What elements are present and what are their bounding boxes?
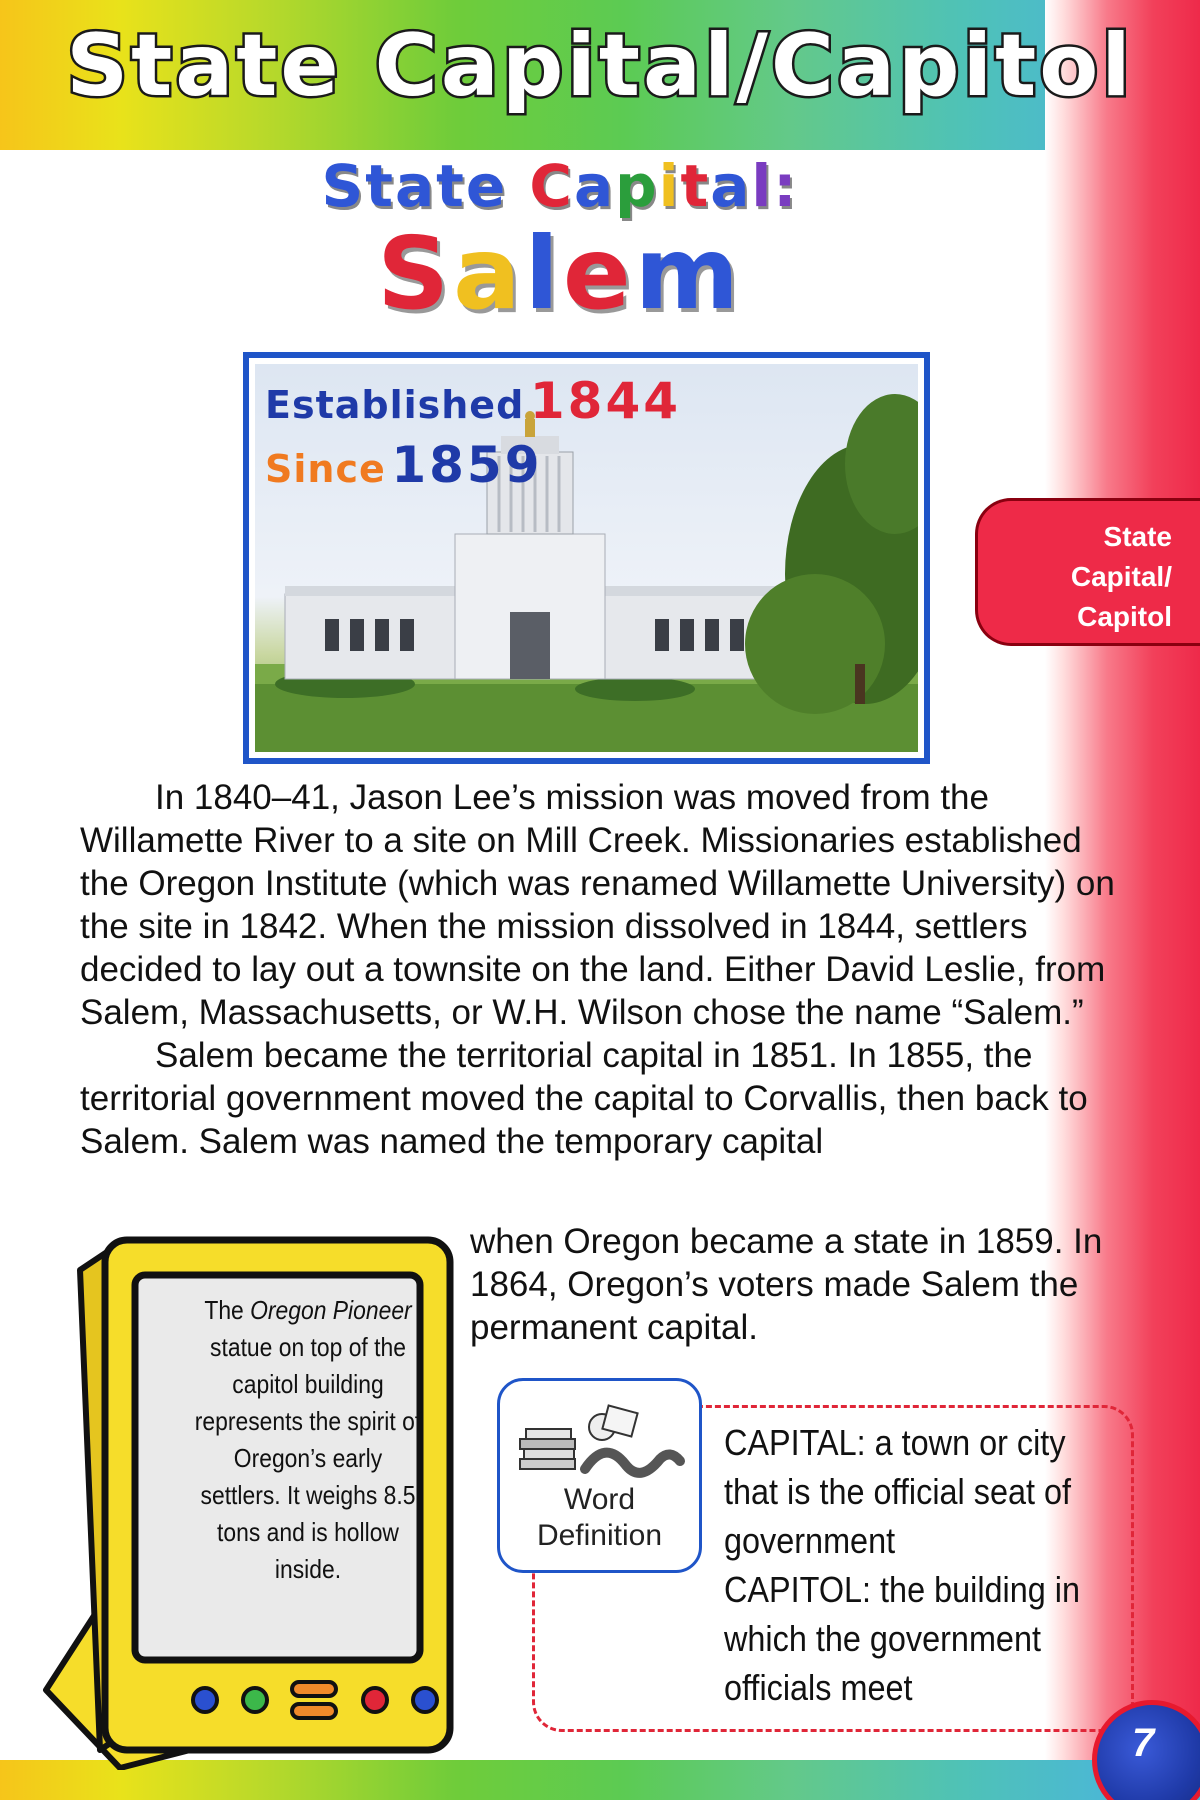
city-letter: S [377,215,454,332]
section-tab-line: Capitol [1077,601,1172,632]
state-capital-heading [0,152,1120,220]
since-year: 1859 [391,436,543,494]
fact-text [194,1292,423,1588]
city-name [0,215,1120,332]
since-label: Since [265,447,386,491]
page-title: State Capital/Capitol [66,16,1134,116]
capitol-photo [255,364,918,752]
city-letter: m [634,215,743,332]
word-label-line: Word [563,1483,636,1516]
word-definition-label [500,1482,699,1554]
page-number: 7 [1132,1721,1155,1765]
established-year: 1844 [529,372,682,430]
section-tab-line: State [1103,521,1172,552]
word-definition-badge [497,1378,702,1573]
bookworm-icon [510,1399,690,1489]
capitol-definition: CAPITOL: the building in which the government officials meet [724,1569,1081,1708]
body-paragraph: Salem became the territorial capital in 1851. In 1855, the territorial government moved the capital to Corvallis, then back to Salem. Salem was named the temporary capital [80,1036,1088,1161]
fact-italic: Oregon Pioneer [250,1295,412,1325]
established-label: Established [265,383,525,427]
word-label-line: Definition [536,1519,663,1552]
subtitle-part: p [615,152,659,220]
body-paragraph: In 1840–41, Jason Lee’s mission was moved from the Willamette River to a site on Mill Creek. Missionaries established the Oregon Institute (which was renamed Willamette University) on the site in 1842. When the mission dissolved in 1844, settlers decided to lay out a townsite on the land. Either David Leslie, from Salem, Massachusetts, or W.H. Wilson chose the name “Salem.” [80,778,1115,1032]
subtitle-part: i [658,152,681,220]
fact-text-after: statue on top of the capitol building represents the spirit of Oregon’s early settlers. It weighs 8.5 tons and is hollow inside. [194,1332,422,1584]
body-text-continued: when Oregon became a state in 1859. In 1864, Oregon’s voters made Salem the permanent capital. [470,1222,1103,1347]
subtitle-part: a [573,152,616,220]
since-line [265,436,543,494]
established-line [265,372,681,430]
definition-text [724,1418,1102,1712]
capital-definition: CAPITAL: a town or city that is the official seat of government [724,1422,1072,1561]
city-letter: l [524,215,563,332]
subtitle-part: C [529,152,574,220]
subtitle-part: l: [751,152,799,220]
subtitle-part: t [680,152,711,220]
fact-text-before: The [204,1295,251,1325]
city-letter: e [562,215,635,332]
section-tab[interactable] [975,498,1200,646]
city-letter: a [453,215,525,332]
section-tab-line: Capital/ [1070,561,1172,592]
subtitle-part: a [710,152,752,220]
subtitle-part: State [321,152,530,220]
body-text [80,776,1140,1163]
capitol-photo-frame [243,352,930,764]
